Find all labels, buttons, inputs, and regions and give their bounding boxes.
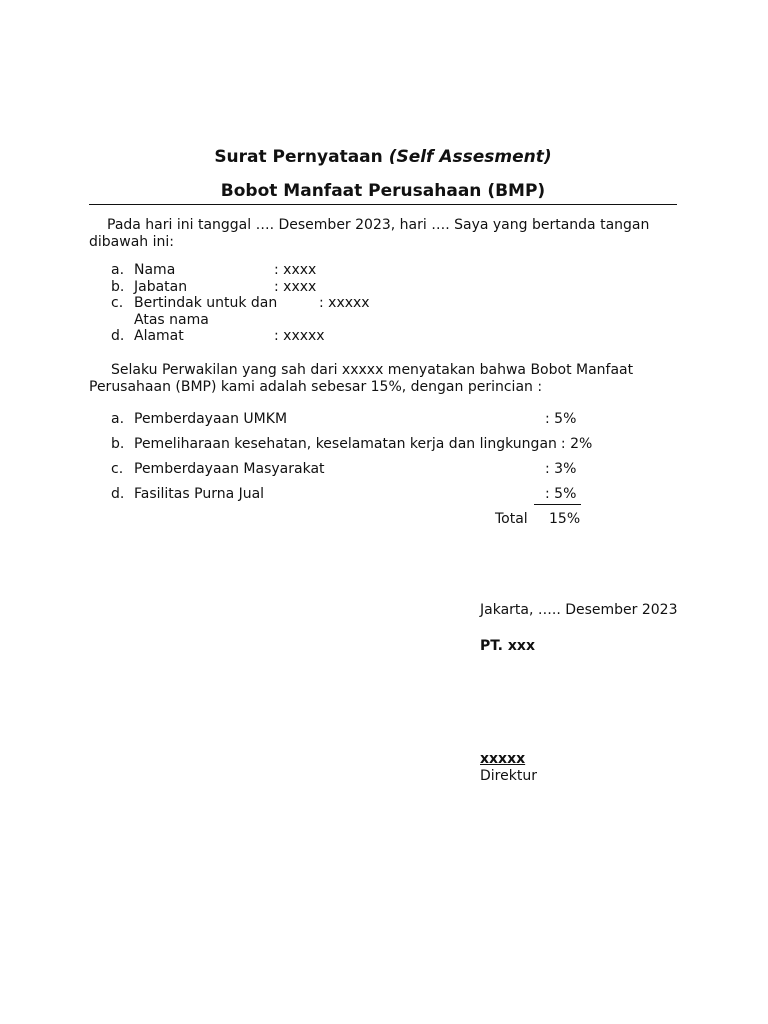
bmp-value: : 5% [545, 411, 577, 427]
bmp-value: : 3% [545, 461, 577, 477]
field-value: : xxxx [274, 279, 317, 295]
bmp-label: Pemeliharaan kesehatan, keselamatan kerja dan lingkungan [134, 436, 557, 452]
bmp-value: : 5% [545, 486, 577, 502]
bmp-value: : 2% [560, 436, 593, 452]
field-label-continued: Atas nama [134, 312, 209, 328]
intro-paragraph: Pada hari ini tanggal …. Desember 2023, hari …. Saya yang bertanda tangan dibawah ini: [89, 217, 650, 250]
field-value: : xxxx [274, 262, 317, 278]
title-emphasis: (Self Assesment) [388, 147, 552, 167]
list-marker: b. [111, 436, 125, 452]
bmp-label: Pemberdayaan UMKM [134, 411, 288, 427]
document-title [89, 147, 677, 167]
field-value: : xxxxx [319, 295, 370, 311]
bmp-item-masyarakat [0, 461, 768, 478]
total-label: Total [495, 511, 528, 527]
list-marker: b. [111, 279, 125, 295]
list-marker: d. [111, 486, 125, 502]
field-label: Alamat [134, 328, 184, 344]
total-row [0, 511, 768, 528]
list-marker: d. [111, 328, 125, 344]
bmp-label: Fasilitas Purna Jual [134, 486, 265, 502]
bmp-label-group [134, 436, 592, 453]
title-divider [89, 204, 677, 205]
bmp-item-purna-jual [0, 486, 768, 503]
field-label: Jabatan [134, 279, 188, 295]
bmp-label: Pemberdayaan Masyarakat [134, 461, 325, 477]
identity-item-jabatan [0, 279, 768, 296]
statement-paragraph: Selaku Perwakilan yang sah dari xxxxx menyatakan bahwa Bobot Manfaat Perusahaan (BMP) kami adalah sebesar 15%, dengan perincian : [89, 362, 634, 395]
signer-title: Direktur [480, 768, 537, 784]
identity-item-nama [0, 262, 768, 279]
identity-item-alamat [0, 328, 768, 345]
bmp-item-umkm [0, 411, 768, 428]
signer-name: xxxxx [480, 751, 526, 767]
bmp-item-k3l [0, 436, 768, 453]
list-marker: a. [111, 262, 125, 278]
field-label: Nama [134, 262, 176, 278]
list-marker: a. [111, 411, 125, 427]
title-main: Surat Pernyataan [214, 147, 383, 167]
company-name: PT. xxx [480, 638, 535, 654]
field-value: : xxxxx [274, 328, 325, 344]
total-value: 15% [549, 511, 581, 527]
identity-item-bertindak-continued [0, 312, 768, 329]
document-subtitle: Bobot Manfaat Perusahaan (BMP) [220, 181, 546, 201]
list-marker: c. [111, 461, 124, 477]
place-date: Jakarta, ….. Desember 2023 [480, 602, 678, 618]
identity-item-bertindak [0, 295, 768, 312]
sum-line [534, 504, 581, 505]
field-label: Bertindak untuk dan [134, 295, 278, 311]
list-marker: c. [111, 295, 124, 311]
